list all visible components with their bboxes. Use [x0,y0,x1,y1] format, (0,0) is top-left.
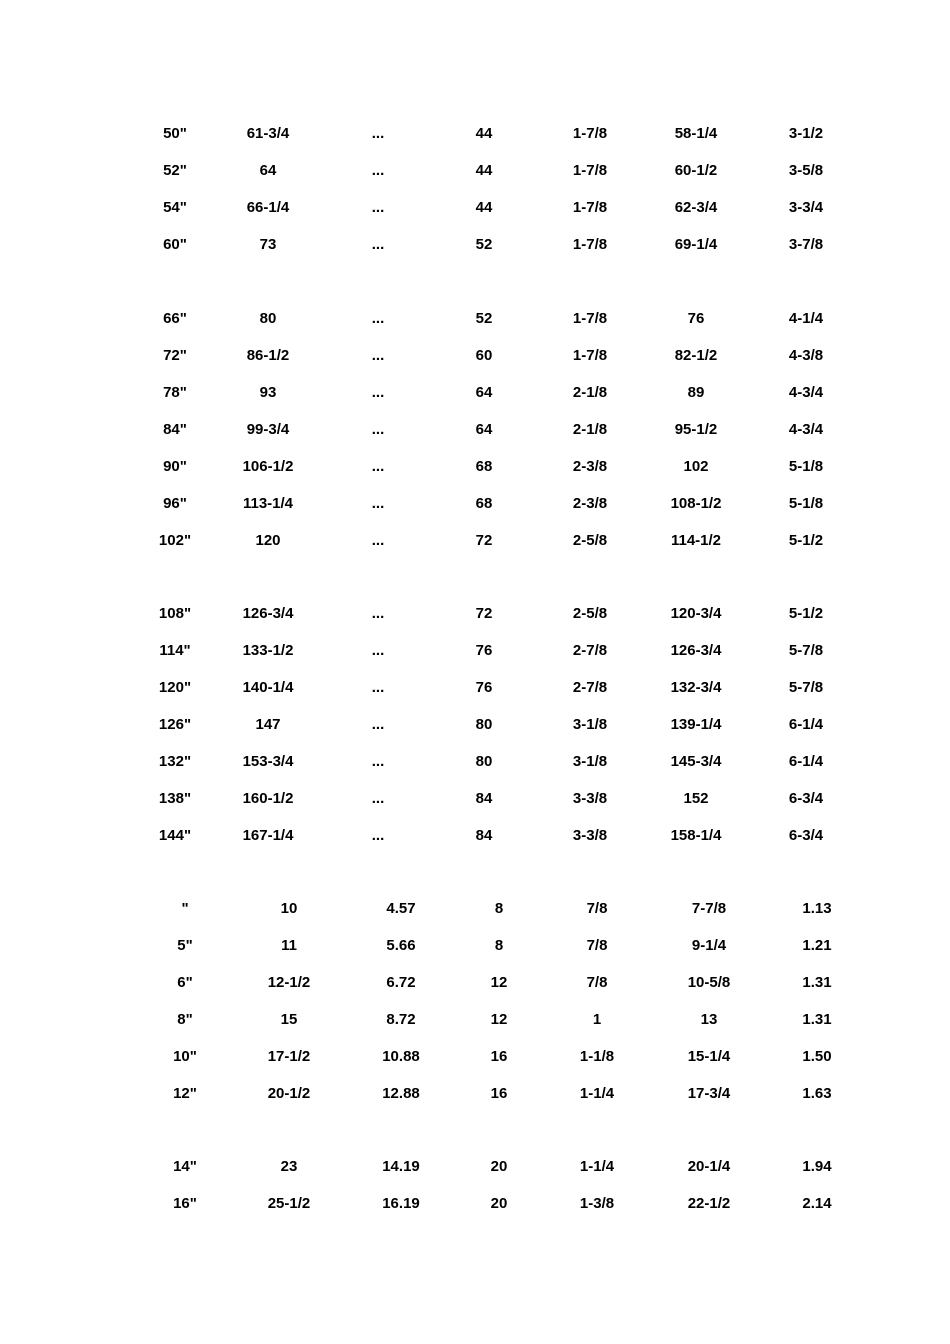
cell-col-5: 1-7/8 [572,199,608,216]
cell-col-2: 11 [281,937,297,954]
cell-col-7: 5-1/2 [788,532,824,549]
cell-col-5: 2-1/8 [572,384,608,401]
cell-size: 120" [158,679,192,696]
cell-col-2: 66-1/4 [246,199,290,216]
cell-col-2: 99-3/4 [246,421,290,438]
cell-col-2: 147 [255,716,281,733]
cell-col-5: 1-7/8 [572,236,608,253]
cell-col-4: 8 [494,900,504,917]
cell-col-6: 152 [683,790,709,807]
cell-col-4: 76 [475,642,493,659]
cell-col-7: 1.63 [802,1085,832,1102]
cell-col-7: 1.94 [802,1158,832,1175]
cell-col-5: 7/8 [586,974,608,991]
cell-col-6: 158-1/4 [670,827,722,844]
cell-col-5: 2-5/8 [572,605,608,622]
cell-col-7: 3-7/8 [788,236,824,253]
cell-col-2: 113-1/4 [242,495,294,512]
table-group [0,310,950,569]
cell-size: 96" [163,495,187,512]
cell-col-5: 2-1/8 [572,421,608,438]
cell-size: 144" [158,827,192,844]
cell-col-3: ... [371,347,385,364]
cell-col-5: 1-3/8 [579,1195,615,1212]
cell-col-2: 64 [259,162,277,179]
cell-col-4: 16 [490,1048,508,1065]
cell-col-4: 44 [475,125,493,142]
cell-col-3: ... [371,458,385,475]
cell-col-3: 14.19 [382,1158,420,1175]
cell-col-3: ... [371,642,385,659]
cell-col-4: 20 [490,1158,508,1175]
cell-col-2: 86-1/2 [246,347,290,364]
cell-size: 14" [173,1158,197,1175]
cell-size: 54" [163,199,187,216]
cell-col-7: 4-3/4 [788,384,824,401]
cell-col-6: 95-1/2 [674,421,718,438]
table-row [0,1195,950,1232]
table-row [0,1048,950,1085]
table-row [0,937,950,974]
cell-col-6: 9-1/4 [691,937,727,954]
cell-col-5: 2-5/8 [572,532,608,549]
cell-col-2: 93 [259,384,277,401]
cell-size: 10" [173,1048,197,1065]
cell-col-4: 44 [475,199,493,216]
cell-col-5: 3-1/8 [572,753,608,770]
cell-col-5: 2-3/8 [572,495,608,512]
cell-size: 132" [158,753,192,770]
cell-size: 5" [177,937,193,954]
cell-col-7: 5-7/8 [788,679,824,696]
cell-col-4: 80 [475,753,493,770]
cell-col-2: 153-3/4 [242,753,294,770]
cell-size: 108" [158,605,192,622]
cell-col-5: 7/8 [586,900,608,917]
cell-col-3: ... [371,532,385,549]
cell-col-2: 140-1/4 [242,679,294,696]
cell-col-6: 69-1/4 [674,236,718,253]
table-row [0,495,950,532]
cell-col-2: 106-1/2 [242,458,294,475]
cell-col-2: 25-1/2 [267,1195,311,1212]
cell-col-7: 5-1/2 [788,605,824,622]
cell-size: 102" [158,532,192,549]
table-row [0,753,950,790]
cell-col-2: 167-1/4 [242,827,294,844]
cell-col-6: 15-1/4 [687,1048,731,1065]
cell-col-6: 89 [687,384,705,401]
cell-col-6: 17-3/4 [687,1085,731,1102]
cell-col-6: 22-1/2 [687,1195,731,1212]
cell-size: 50" [163,125,187,142]
table-row [0,162,950,199]
table-row [0,125,950,162]
cell-col-5: 2-3/8 [572,458,608,475]
cell-col-2: 23 [280,1158,298,1175]
cell-col-2: 133-1/2 [242,642,294,659]
cell-col-6: 145-3/4 [670,753,722,770]
cell-col-4: 68 [475,458,493,475]
cell-size: 12" [173,1085,197,1102]
cell-size: 16" [173,1195,197,1212]
cell-col-3: ... [371,236,385,253]
cell-col-7: 5-1/8 [788,458,824,475]
cell-col-7: 2.14 [802,1195,832,1212]
cell-size: 8" [177,1011,193,1028]
cell-size: 6" [177,974,193,991]
table-row [0,421,950,458]
cell-col-7: 4-1/4 [788,310,824,327]
cell-col-2: 12-1/2 [267,974,311,991]
table-row [0,347,950,384]
cell-col-4: 64 [475,384,493,401]
cell-col-2: 80 [259,310,277,327]
cell-size: 84" [163,421,187,438]
table-row [0,236,950,273]
cell-col-5: 1-1/4 [579,1158,615,1175]
table-row [0,1085,950,1122]
cell-col-4: 64 [475,421,493,438]
cell-col-4: 84 [475,790,493,807]
cell-col-5: 1-7/8 [572,125,608,142]
cell-size: 60" [163,236,187,253]
cell-col-4: 72 [475,605,493,622]
cell-size: 126" [158,716,192,733]
cell-col-4: 52 [475,236,493,253]
cell-col-3: ... [371,421,385,438]
cell-col-2: 160-1/2 [242,790,294,807]
table-row [0,605,950,642]
cell-col-6: 10-5/8 [687,974,731,991]
cell-col-4: 44 [475,162,493,179]
cell-col-3: 16.19 [382,1195,420,1212]
cell-col-7: 4-3/8 [788,347,824,364]
cell-col-4: 76 [475,679,493,696]
cell-col-3: ... [371,199,385,216]
cell-col-3: 12.88 [382,1085,420,1102]
cell-col-6: 139-1/4 [670,716,722,733]
cell-col-3: ... [371,125,385,142]
cell-col-6: 108-1/2 [670,495,722,512]
cell-col-4: 20 [490,1195,508,1212]
cell-col-7: 4-3/4 [788,421,824,438]
cell-col-4: 8 [494,937,504,954]
cell-col-7: 1.31 [802,1011,832,1028]
cell-size: 66" [163,310,187,327]
cell-col-2: 120 [255,532,281,549]
table-row [0,458,950,495]
cell-col-3: 4.57 [386,900,416,917]
cell-col-4: 12 [490,1011,508,1028]
table-row [0,1158,950,1195]
cell-col-6: 82-1/2 [674,347,718,364]
cell-col-4: 84 [475,827,493,844]
cell-col-6: 76 [687,310,705,327]
table-row [0,642,950,679]
cell-col-2: 61-3/4 [246,125,290,142]
cell-col-7: 1.31 [802,974,832,991]
cell-col-2: 20-1/2 [267,1085,311,1102]
table-row [0,384,950,421]
table-row [0,974,950,1011]
cell-col-6: 102 [683,458,709,475]
cell-col-5: 1-1/4 [579,1085,615,1102]
cell-col-7: 6-1/4 [788,753,824,770]
table-row [0,790,950,827]
cell-col-6: 126-3/4 [670,642,722,659]
cell-col-5: 1-7/8 [572,347,608,364]
cell-size: 90" [163,458,187,475]
cell-col-5: 1-7/8 [572,162,608,179]
cell-col-6: 60-1/2 [674,162,718,179]
table-row [0,1011,950,1048]
cell-size: " [181,900,189,917]
cell-col-4: 16 [490,1085,508,1102]
cell-col-7: 6-3/4 [788,827,824,844]
cell-col-3: 6.72 [386,974,416,991]
cell-col-6: 13 [700,1011,718,1028]
cell-col-5: 3-1/8 [572,716,608,733]
cell-col-3: ... [371,679,385,696]
cell-col-7: 3-5/8 [788,162,824,179]
cell-col-3: ... [371,753,385,770]
cell-size: 78" [163,384,187,401]
cell-col-5: 1-1/8 [579,1048,615,1065]
table-group [0,900,950,1122]
cell-col-7: 6-1/4 [788,716,824,733]
cell-col-7: 6-3/4 [788,790,824,807]
cell-col-6: 58-1/4 [674,125,718,142]
table-row [0,199,950,236]
table-row [0,900,950,937]
cell-col-7: 1.21 [802,937,832,954]
cell-col-7: 3-3/4 [788,199,824,216]
table-row [0,716,950,753]
cell-col-3: ... [371,716,385,733]
table-row [0,679,950,716]
table-group [0,125,950,273]
cell-col-3: ... [371,384,385,401]
table-group [0,1158,950,1232]
cell-col-3: ... [371,827,385,844]
cell-col-4: 72 [475,532,493,549]
cell-col-5: 1 [592,1011,602,1028]
cell-col-5: 7/8 [586,937,608,954]
cell-col-5: 3-3/8 [572,827,608,844]
table-row [0,532,950,569]
cell-col-2: 73 [259,236,277,253]
cell-col-2: 15 [280,1011,298,1028]
cell-col-2: 10 [280,900,298,917]
cell-col-6: 132-3/4 [670,679,722,696]
cell-col-7: 1.13 [802,900,832,917]
cell-col-6: 20-1/4 [687,1158,731,1175]
cell-col-3: ... [371,790,385,807]
table-row [0,827,950,864]
cell-col-5: 2-7/8 [572,642,608,659]
cell-col-7: 1.50 [802,1048,832,1065]
cell-size: 52" [163,162,187,179]
cell-col-6: 7-7/8 [691,900,727,917]
cell-size: 72" [163,347,187,364]
cell-col-3: ... [371,162,385,179]
cell-col-3: 5.66 [386,937,416,954]
cell-col-6: 62-3/4 [674,199,718,216]
table-group [0,605,950,864]
cell-col-4: 12 [490,974,508,991]
cell-col-3: 8.72 [386,1011,416,1028]
cell-col-3: ... [371,605,385,622]
cell-col-5: 3-3/8 [572,790,608,807]
cell-col-3: ... [371,495,385,512]
cell-col-7: 5-7/8 [788,642,824,659]
cell-col-4: 60 [475,347,493,364]
cell-col-7: 5-1/8 [788,495,824,512]
cell-col-7: 3-1/2 [788,125,824,142]
cell-col-6: 120-3/4 [670,605,722,622]
cell-size: 138" [158,790,192,807]
cell-col-5: 1-7/8 [572,310,608,327]
cell-col-4: 52 [475,310,493,327]
cell-col-4: 80 [475,716,493,733]
cell-col-4: 68 [475,495,493,512]
cell-size: 114" [159,642,191,659]
cell-col-3: 10.88 [382,1048,420,1065]
table-row [0,310,950,347]
cell-col-5: 2-7/8 [572,679,608,696]
cell-col-3: ... [371,310,385,327]
cell-col-6: 114-1/2 [670,532,722,549]
cell-col-2: 126-3/4 [242,605,294,622]
cell-col-2: 17-1/2 [267,1048,311,1065]
